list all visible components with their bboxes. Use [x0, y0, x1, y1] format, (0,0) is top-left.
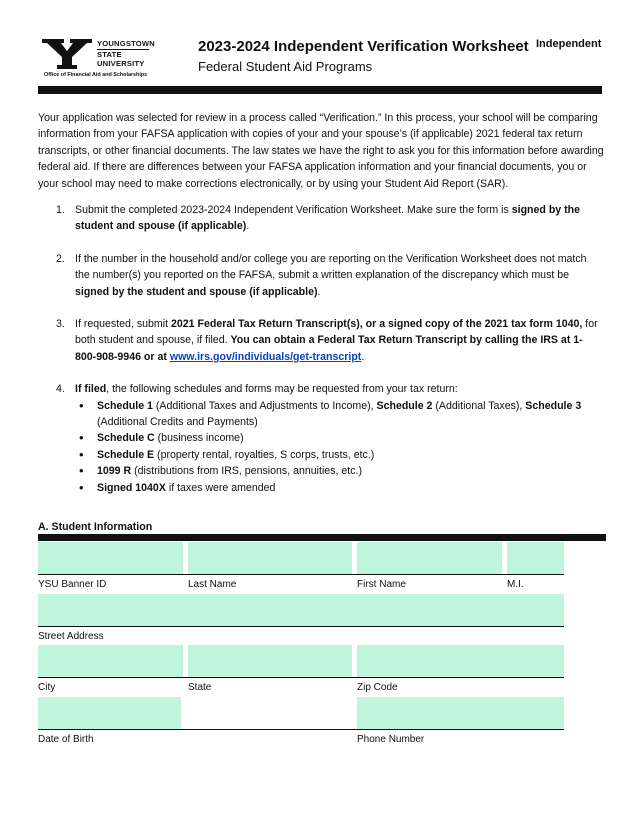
schedule-item: • Schedule 1 (Additional Taxes and Adjustments to Income), Schedule 2 (Additional Taxes), Schedule 3 (Additional Credits and Payments): [75, 398, 598, 431]
schedule-item: • 1099 R (distributions from IRS, pensions, annuities, etc.): [75, 463, 598, 479]
section-a-title: A. Student Information: [38, 521, 153, 533]
irs-transcript-link[interactable]: www.irs.gov/individuals/get-transcript: [169, 350, 362, 363]
city-field[interactable]: [38, 645, 183, 677]
logo-office-name: Office of Financial Aid and Scholarships: [44, 72, 148, 78]
banner-id-field[interactable]: [38, 542, 183, 574]
instruction-list: [38, 202, 598, 512]
date-of-birth-label: Date of Birth: [38, 734, 94, 745]
instruction-step-4: 4. If filed, the following schedules and forms may be requested from your tax return: • Schedule 1 (Additional Taxes and Adjustments to Income), Schedule 2 (Additional Taxes), Schedule 3 (Additional Credits and Payments) • Schedule C (business income) • Schedule E (property rental, royalties, S corps, trusts, etc.) • 1099 R (distributions from IRS, pensions, annuities, etc.) • Signed 1040X if taxes were amended: [38, 381, 598, 496]
schedule-list: [75, 398, 598, 496]
city-label: City: [38, 682, 56, 693]
intro-paragraph: Your application was selected for review in a process called “Verification.” In this process, your school will be comparing information from your FAFSA application with copies of your and your spouse’s (if applicable) 2021 federal tax return transcripts, or other financial documents. The law states we have the right to ask you for this information before awarding federal aid. If there are differences between your FAFSA application information and your financial documents, you or your school may need to make corrections electronically, or by using your Student Aid Report (SAR).: [38, 112, 604, 190]
middle-initial-field[interactable]: [507, 542, 564, 574]
schedule-item: • Schedule C (business income): [75, 430, 598, 446]
ysu-logo: [40, 38, 165, 84]
field-underline: [38, 574, 564, 575]
schedule-item: • Schedule E (property rental, royalties, S corps, trusts, etc.): [75, 447, 598, 463]
schedule-item: • Signed 1040X if taxes were amended: [75, 480, 598, 496]
dependency-status-tag: Independent: [536, 38, 602, 50]
header-divider: [38, 86, 602, 94]
state-label: State: [188, 682, 212, 693]
banner-id-label: YSU Banner ID: [38, 579, 107, 590]
instruction-step-2: 2. If the number in the household and/or college you are reporting on the Verification Worksheet does not match the number(s) you reported on the FAFSA, submit a written explanation of the discrepancy which must be signed by the student and spouse (if applicable).: [56, 252, 587, 298]
phone-number-label: Phone Number: [357, 734, 425, 745]
logo-name-line2: STATE: [97, 50, 122, 60]
document-title: 2023-2024 Independent Verification Worksheet: [198, 38, 529, 55]
section-a-divider: [38, 534, 606, 541]
field-underline: [38, 729, 564, 730]
state-field[interactable]: [188, 645, 352, 677]
instruction-step-1: 1. Submit the completed 2023-2024 Independent Verification Worksheet. Make sure the form is signed by the student and spouse (if applicable).: [56, 204, 581, 233]
date-of-birth-field[interactable]: [38, 697, 181, 729]
street-address-field[interactable]: [38, 594, 564, 626]
ysu-y-logo-icon: [40, 38, 94, 70]
logo-name-line1: YOUNGSTOWN: [97, 39, 155, 48]
instruction-step-3: 3. If requested, submit 2021 Federal Tax Return Transcript(s), or a signed copy of the 2021 tax form 1040, for both student and spouse, if filed. You can obtain a Federal Tax Return Transcript by calling the IRS at 1-800-908-9946 or at www.irs.gov/individuals/get-transcript.: [56, 318, 598, 363]
zip-code-label: Zip Code: [357, 682, 398, 693]
logo-name-line3: UNIVERSITY: [97, 58, 145, 68]
last-name-field[interactable]: [188, 542, 352, 574]
field-underline: [38, 677, 564, 678]
zip-code-field[interactable]: [357, 645, 564, 677]
phone-number-field[interactable]: [357, 697, 564, 729]
first-name-label: First Name: [357, 579, 406, 590]
first-name-field[interactable]: [357, 542, 502, 574]
field-underline: [38, 626, 564, 627]
street-address-label: Street Address: [38, 631, 104, 642]
document-subtitle: Federal Student Aid Programs: [198, 59, 373, 74]
last-name-label: Last Name: [188, 579, 237, 590]
middle-initial-label: M.I.: [507, 579, 524, 590]
